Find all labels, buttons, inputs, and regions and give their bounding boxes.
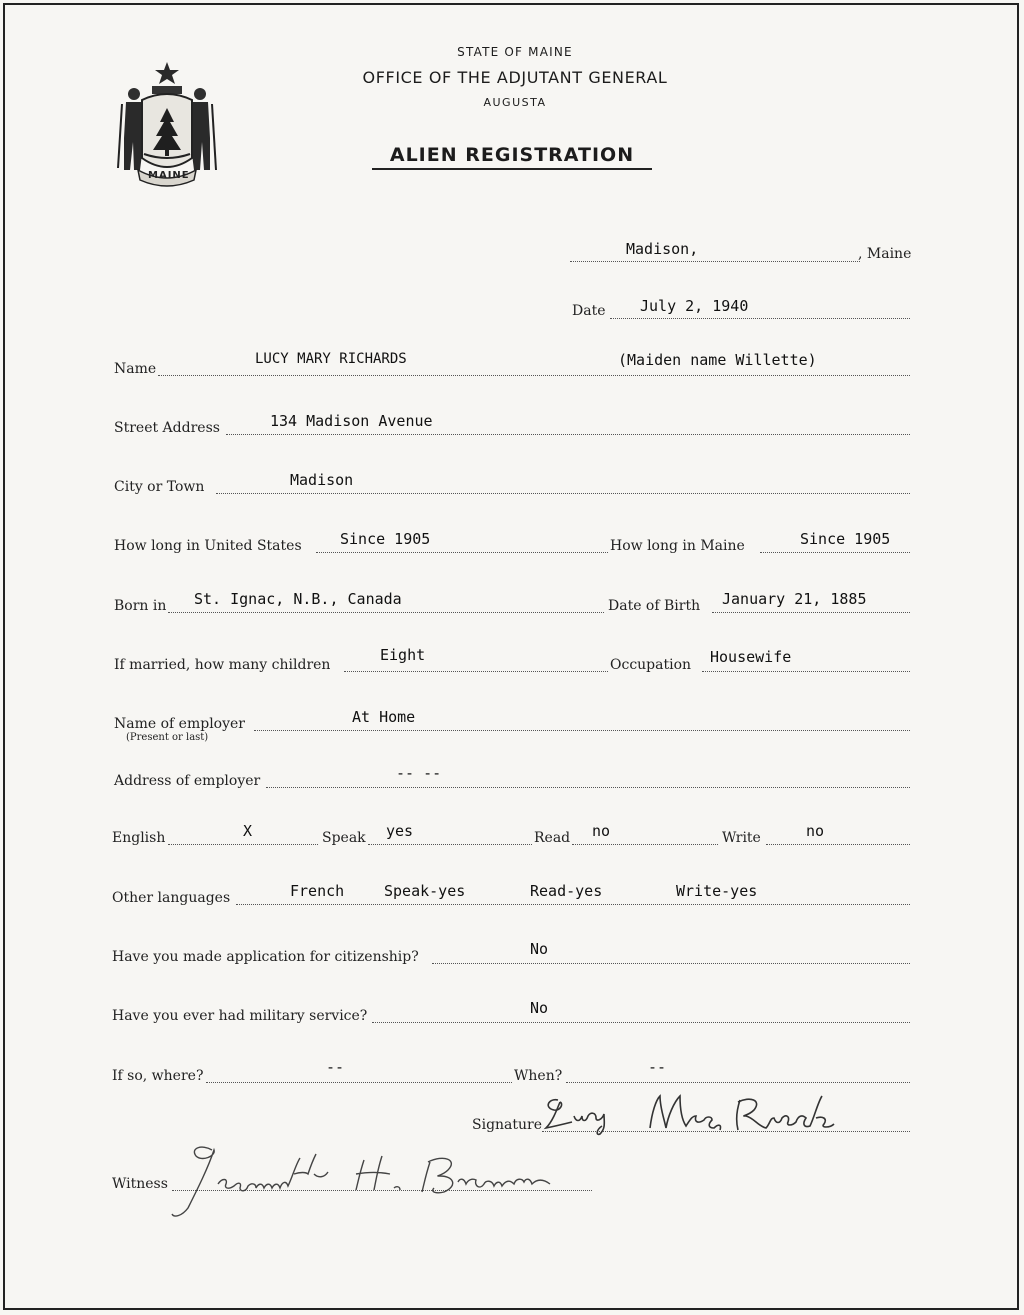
- seal-banner-text: MAINE: [148, 170, 190, 181]
- english-line: [168, 844, 318, 845]
- english-speak-line: [368, 844, 532, 845]
- place-line: [570, 261, 860, 262]
- maine-state-seal: [112, 58, 222, 188]
- children-label: If married, how many children: [114, 657, 331, 673]
- other-write-value: Write-yes: [676, 882, 758, 900]
- date-label: Date: [572, 303, 606, 319]
- born-label: Born in: [114, 598, 167, 614]
- city-heading: AUGUSTA: [483, 96, 547, 109]
- signature-label: Signature: [472, 1117, 543, 1133]
- english-speak-value: yes: [386, 822, 414, 840]
- military-when-label: When?: [514, 1068, 563, 1084]
- city-label: City or Town: [114, 479, 205, 495]
- occupation-value: Housewife: [710, 648, 792, 666]
- other-languages-line: [236, 904, 910, 905]
- english-read-label: Read: [534, 830, 571, 846]
- name-line: [158, 375, 910, 376]
- military-where-value: --: [326, 1058, 345, 1076]
- military-line: [372, 1022, 910, 1023]
- military-where-line: [206, 1082, 512, 1083]
- street-line: [226, 434, 910, 435]
- office-heading: OFFICE OF THE ADJUTANT GENERAL: [362, 68, 668, 87]
- dob-line: [712, 612, 910, 613]
- english-write-line: [766, 844, 910, 845]
- witness-label: Witness: [112, 1176, 168, 1192]
- date-line: [610, 318, 910, 319]
- employer-address-line: [266, 787, 910, 788]
- maine-duration-label: How long in Maine: [610, 538, 745, 554]
- employer-line: [254, 730, 910, 731]
- witness-signature: [168, 1138, 598, 1222]
- children-value: Eight: [380, 646, 426, 664]
- title-underline: [372, 168, 652, 170]
- us-duration-label: How long in United States: [114, 538, 302, 554]
- maine-duration-value: Since 1905: [800, 530, 891, 548]
- citizenship-line: [432, 963, 910, 964]
- applicant-signature: [540, 1088, 880, 1140]
- other-read-value: Read-yes: [530, 882, 603, 900]
- date-value: July 2, 1940: [640, 297, 749, 315]
- maine-duration-line: [760, 552, 910, 553]
- born-line: [168, 612, 604, 613]
- employer-address-value: -- --: [396, 764, 442, 782]
- employer-address-label: Address of employer: [114, 773, 261, 789]
- occupation-line: [702, 671, 910, 672]
- other-languages-label: Other languages: [112, 890, 231, 906]
- english-write-value: no: [806, 822, 825, 840]
- english-write-label: Write: [722, 830, 761, 846]
- street-label: Street Address: [114, 420, 220, 436]
- city-value: Madison: [290, 471, 354, 489]
- form-title: ALIEN REGISTRATION: [389, 144, 635, 166]
- employer-value: At Home: [352, 708, 416, 726]
- us-duration-value: Since 1905: [340, 530, 431, 548]
- military-where-label: If so, where?: [112, 1068, 204, 1084]
- children-line: [344, 671, 608, 672]
- dob-value: January 21, 1885: [722, 590, 867, 608]
- us-duration-line: [316, 552, 608, 553]
- maiden-name-value: (Maiden name Willette): [618, 351, 817, 369]
- employer-sublabel: (Present or last): [126, 732, 209, 743]
- born-value: St. Ignac, N.B., Canada: [194, 590, 402, 608]
- military-when-line: [566, 1082, 910, 1083]
- other-language-value: French: [290, 882, 345, 900]
- english-label: English: [112, 830, 166, 846]
- military-label: Have you ever had military service?: [112, 1008, 368, 1024]
- street-value: 134 Madison Avenue: [270, 412, 433, 430]
- english-value: X: [243, 822, 253, 840]
- occupation-label: Occupation: [610, 657, 692, 673]
- english-read-line: [572, 844, 718, 845]
- citizenship-label: Have you made application for citizenship?: [112, 949, 419, 965]
- employer-label: Name of employer: [114, 716, 245, 732]
- city-line: [216, 493, 910, 494]
- citizenship-value: No: [530, 940, 549, 958]
- name-label: Name: [114, 361, 157, 377]
- place-value: Madison,: [626, 240, 699, 258]
- place-suffix: , Maine: [858, 246, 912, 262]
- military-value: No: [530, 999, 549, 1017]
- name-value: LUCY MARY RICHARDS: [255, 351, 407, 367]
- military-when-value: --: [648, 1058, 667, 1076]
- state-heading: STATE OF MAINE: [457, 45, 573, 59]
- dob-label: Date of Birth: [608, 598, 701, 614]
- english-read-value: no: [592, 822, 611, 840]
- english-speak-label: Speak: [322, 830, 366, 846]
- other-speak-value: Speak-yes: [384, 882, 466, 900]
